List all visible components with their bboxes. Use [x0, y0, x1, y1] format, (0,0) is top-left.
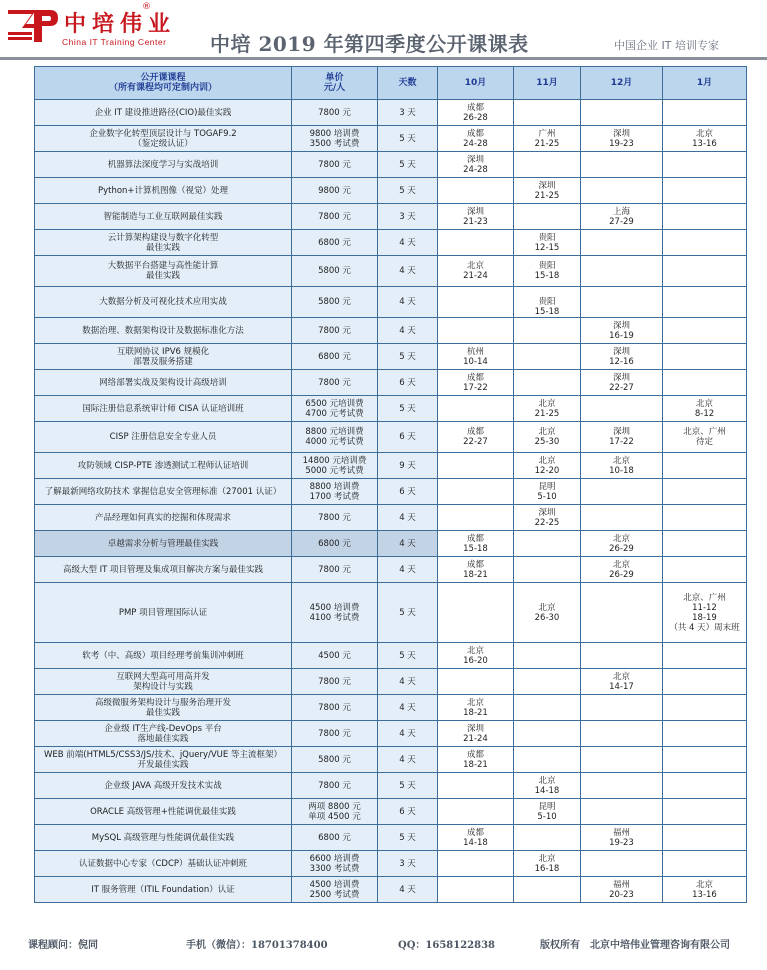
table-row: [35, 370, 747, 396]
session-dec: [581, 152, 663, 178]
footer-consultant: 课程顾问：倪同: [28, 940, 98, 951]
session-jan: [663, 531, 747, 557]
footer-phone: 手机（微信）：18701378400: [186, 940, 328, 951]
course-name: MySQL 高级管理与性能调优最佳实践: [35, 825, 292, 851]
course-price: 两项 8800 元 单项 4500 元: [292, 799, 378, 825]
course-days: 5 天: [378, 126, 438, 152]
session-jan: [663, 287, 747, 318]
course-price: 14800 元培训费 5000 元考试费: [292, 453, 378, 479]
course-name: 网络部署实战及架构设计高级培训: [35, 370, 292, 396]
session-oct: [438, 505, 514, 531]
session-jan: [663, 721, 747, 747]
table-row: [35, 204, 747, 230]
session-dec: [581, 178, 663, 204]
course-price: 7800 元: [292, 370, 378, 396]
course-name: ORACLE 高级管理+性能调优最佳实践: [35, 799, 292, 825]
session-jan: [663, 453, 747, 479]
session-nov: 贵阳 15-18: [514, 287, 581, 318]
course-name: Python+计算机图像（视觉）处理: [35, 178, 292, 204]
course-name: 大数据分析及可视化技术应用实战: [35, 287, 292, 318]
header-course: 公开课课程 （所有课程均可定制内训）: [35, 67, 292, 100]
course-days: 5 天: [378, 643, 438, 669]
course-name: 卓越需求分析与管理最佳实践: [35, 531, 292, 557]
course-days: 5 天: [378, 178, 438, 204]
course-days: 9 天: [378, 453, 438, 479]
table-row: [35, 643, 747, 669]
session-dec: [581, 505, 663, 531]
course-days: 4 天: [378, 505, 438, 531]
session-oct: [438, 583, 514, 643]
table-row: [35, 100, 747, 126]
course-price: 6800 元: [292, 531, 378, 557]
session-nov: 贵阳 15-18: [514, 256, 581, 287]
course-days: 4 天: [378, 230, 438, 256]
table-row: [35, 531, 747, 557]
session-jan: [663, 669, 747, 695]
course-name: PMP 项目管理国际认证: [35, 583, 292, 643]
session-jan: [663, 100, 747, 126]
table-row: [35, 152, 747, 178]
session-jan: [663, 851, 747, 877]
session-jan: 北京 8-12: [663, 396, 747, 422]
session-nov: [514, 152, 581, 178]
session-dec: 北京 10-18: [581, 453, 663, 479]
course-name: 攻防领域 CISP-PTE 渗透测试工程师认证培训: [35, 453, 292, 479]
table-row: [35, 773, 747, 799]
course-price: 6600 培训费 3300 考试费: [292, 851, 378, 877]
session-oct: 成都 24-28: [438, 126, 514, 152]
session-nov: 北京 12-20: [514, 453, 581, 479]
session-nov: [514, 344, 581, 370]
session-dec: 福州 19-23: [581, 825, 663, 851]
header-days: 天数: [378, 67, 438, 100]
session-dec: [581, 396, 663, 422]
header-oct: 10月: [438, 67, 514, 100]
session-oct: 成都 17-22: [438, 370, 514, 396]
course-price: 7800 元: [292, 505, 378, 531]
page-header: [0, 0, 767, 58]
table-row: [35, 344, 747, 370]
logo-english-name: China IT Training Center: [62, 37, 167, 47]
session-nov: [514, 825, 581, 851]
header-dec: 12月: [581, 67, 663, 100]
session-jan: [663, 230, 747, 256]
session-oct: 成都 14-18: [438, 825, 514, 851]
session-dec: [581, 851, 663, 877]
session-nov: 北京 14-18: [514, 773, 581, 799]
course-name: 互联网大型高可用高并发 架构设计与实践: [35, 669, 292, 695]
session-jan: [663, 799, 747, 825]
session-dec: 北京 26-29: [581, 557, 663, 583]
course-days: 5 天: [378, 583, 438, 643]
table-row: [35, 453, 747, 479]
course-days: 3 天: [378, 851, 438, 877]
table-row: [35, 669, 747, 695]
course-price: 5800 元: [292, 287, 378, 318]
session-oct: [438, 287, 514, 318]
footer-copyright: 版权所有 北京中培伟业管理咨询有限公司: [540, 940, 730, 951]
course-price: 7800 元: [292, 557, 378, 583]
page-footer: [0, 936, 767, 950]
session-oct: [438, 479, 514, 505]
course-name: 企业数字化转型顶层设计与 TOGAF9.2 （鉴定级认证）: [35, 126, 292, 152]
course-days: 6 天: [378, 370, 438, 396]
course-schedule-table: [34, 66, 747, 903]
session-nov: 北京 21-25: [514, 396, 581, 422]
session-dec: [581, 100, 663, 126]
table-row: [35, 178, 747, 204]
table-row: [35, 695, 747, 721]
session-dec: 福州 20-23: [581, 877, 663, 903]
course-days: 5 天: [378, 773, 438, 799]
session-dec: [581, 287, 663, 318]
session-dec: [581, 721, 663, 747]
session-oct: 成都 26-28: [438, 100, 514, 126]
session-nov: 广州 21-25: [514, 126, 581, 152]
session-nov: [514, 669, 581, 695]
session-oct: 深圳 21-24: [438, 721, 514, 747]
table-row: [35, 479, 747, 505]
course-price: 4500 培训费 4100 考试费: [292, 583, 378, 643]
session-dec: [581, 583, 663, 643]
course-name: 软考（中、高级）项目经理考前集训冲刺班: [35, 643, 292, 669]
session-nov: [514, 643, 581, 669]
table-header-row: [35, 67, 747, 100]
course-name: 产品经理如何真实的挖掘和体现需求: [35, 505, 292, 531]
session-nov: [514, 318, 581, 344]
session-oct: 成都 22-27: [438, 422, 514, 453]
session-dec: [581, 230, 663, 256]
course-name: CISP 注册信息安全专业人员: [35, 422, 292, 453]
course-name: IT 服务管理（ITIL Foundation）认证: [35, 877, 292, 903]
session-jan: [663, 152, 747, 178]
course-price: 9800 培训费 3500 考试费: [292, 126, 378, 152]
session-dec: [581, 643, 663, 669]
session-jan: [663, 643, 747, 669]
session-dec: 深圳 22-27: [581, 370, 663, 396]
session-jan: [663, 318, 747, 344]
course-price: 5800 元: [292, 747, 378, 773]
course-days: 4 天: [378, 287, 438, 318]
session-oct: [438, 230, 514, 256]
session-oct: [438, 318, 514, 344]
course-price: 7800 元: [292, 773, 378, 799]
table-row: [35, 256, 747, 287]
course-price: 7800 元: [292, 669, 378, 695]
course-name: 智能制造与工业互联网最佳实践: [35, 204, 292, 230]
course-name: 企业级 JAVA 高级开发技术实战: [35, 773, 292, 799]
course-days: 4 天: [378, 721, 438, 747]
table-row: [35, 747, 747, 773]
table-row: [35, 721, 747, 747]
table-row: [35, 422, 747, 453]
session-dec: [581, 256, 663, 287]
course-price: 7800 元: [292, 695, 378, 721]
header-nov: 11月: [514, 67, 581, 100]
session-jan: [663, 370, 747, 396]
session-nov: 深圳 22-25: [514, 505, 581, 531]
session-oct: 深圳 24-28: [438, 152, 514, 178]
table-row: [35, 396, 747, 422]
course-days: 4 天: [378, 669, 438, 695]
company-logo-icon: [6, 6, 58, 46]
session-oct: [438, 773, 514, 799]
course-price: 6800 元: [292, 825, 378, 851]
session-oct: 深圳 21-23: [438, 204, 514, 230]
session-jan: [663, 695, 747, 721]
session-dec: 深圳 16-19: [581, 318, 663, 344]
session-nov: 昆明 5-10: [514, 799, 581, 825]
session-nov: [514, 370, 581, 396]
session-jan: 北京、广州 11-12 18-19 （共 4 天）周末班: [663, 583, 747, 643]
course-price: 8800 培训费 1700 考试费: [292, 479, 378, 505]
session-jan: 北京 13-16: [663, 877, 747, 903]
table-row: [35, 799, 747, 825]
course-price: 8800 元培训费 4000 元考试费: [292, 422, 378, 453]
session-jan: [663, 256, 747, 287]
course-name: 大数据平台搭建与高性能计算 最佳实践: [35, 256, 292, 287]
table-row: [35, 505, 747, 531]
page-title: 中培 2019 年第四季度公开课课表: [210, 32, 529, 56]
course-price: 4500 培训费 2500 考试费: [292, 877, 378, 903]
session-nov: 深圳 21-25: [514, 178, 581, 204]
course-name: 高级微服务架构设计与服务治理开发 最佳实践: [35, 695, 292, 721]
session-oct: 成都 18-21: [438, 747, 514, 773]
session-nov: [514, 721, 581, 747]
session-oct: [438, 453, 514, 479]
session-nov: [514, 557, 581, 583]
course-price: 7800 元: [292, 152, 378, 178]
session-jan: [663, 747, 747, 773]
session-dec: 深圳 19-23: [581, 126, 663, 152]
course-name: 机器算法深度学习与实战培训: [35, 152, 292, 178]
course-days: 4 天: [378, 256, 438, 287]
course-price: 7800 元: [292, 721, 378, 747]
course-days: 4 天: [378, 695, 438, 721]
session-dec: [581, 773, 663, 799]
table-row: [35, 557, 747, 583]
course-name: 高级大型 IT 项目管理及集成项目解决方案与最佳实践: [35, 557, 292, 583]
session-nov: [514, 877, 581, 903]
table-row: [35, 583, 747, 643]
session-nov: 贵阳 12-15: [514, 230, 581, 256]
session-jan: 北京、广州 待定: [663, 422, 747, 453]
session-nov: 北京 25-30: [514, 422, 581, 453]
session-oct: [438, 396, 514, 422]
course-name: 互联网协议 IPV6 规模化 部署及服务搭建: [35, 344, 292, 370]
session-dec: 深圳 17-22: [581, 422, 663, 453]
course-name: WEB 前端(HTML5/CSS3/JS/技术、jQuery/VUE 等主流框架） 开发最佳实践: [35, 747, 292, 773]
course-days: 4 天: [378, 877, 438, 903]
table-row: [35, 851, 747, 877]
session-oct: 北京 21-24: [438, 256, 514, 287]
course-name: 了解最新网络攻防技术 掌握信息安全管理标准（27001 认证）: [35, 479, 292, 505]
session-oct: [438, 669, 514, 695]
course-days: 5 天: [378, 825, 438, 851]
session-nov: [514, 531, 581, 557]
course-name: 企业 IT 建设推进路径(CIO)最佳实践: [35, 100, 292, 126]
course-days: 4 天: [378, 531, 438, 557]
course-price: 6500 元培训费 4700 元考试费: [292, 396, 378, 422]
session-oct: 杭州 10-14: [438, 344, 514, 370]
footer-qq: QQ：1658122838: [398, 940, 496, 951]
session-oct: [438, 178, 514, 204]
course-price: 5800 元: [292, 256, 378, 287]
session-nov: [514, 695, 581, 721]
course-days: 6 天: [378, 479, 438, 505]
tagline: 中国企业 IT 培训专家: [614, 39, 719, 52]
session-jan: [663, 204, 747, 230]
session-dec: 北京 14-17: [581, 669, 663, 695]
session-jan: [663, 773, 747, 799]
table-row: [35, 230, 747, 256]
course-price: 6800 元: [292, 230, 378, 256]
session-jan: [663, 505, 747, 531]
session-oct: 北京 18-21: [438, 695, 514, 721]
course-days: 4 天: [378, 557, 438, 583]
session-dec: 深圳 12-16: [581, 344, 663, 370]
course-days: 5 天: [378, 396, 438, 422]
table-row: [35, 825, 747, 851]
session-dec: 上海 27-29: [581, 204, 663, 230]
session-jan: [663, 557, 747, 583]
session-oct: [438, 799, 514, 825]
session-dec: 北京 26-29: [581, 531, 663, 557]
table-row: [35, 287, 747, 318]
session-jan: 北京 13-16: [663, 126, 747, 152]
session-jan: [663, 479, 747, 505]
session-oct: [438, 851, 514, 877]
course-name: 国际注册信息系统审计师 CISA 认证培训班: [35, 396, 292, 422]
course-days: 6 天: [378, 422, 438, 453]
registered-mark: ®: [142, 2, 151, 12]
session-oct: 北京 16-20: [438, 643, 514, 669]
course-days: 5 天: [378, 344, 438, 370]
course-days: 3 天: [378, 204, 438, 230]
session-dec: [581, 479, 663, 505]
session-dec: [581, 747, 663, 773]
session-nov: [514, 747, 581, 773]
session-nov: 北京 26-30: [514, 583, 581, 643]
session-dec: [581, 799, 663, 825]
session-jan: [663, 178, 747, 204]
session-nov: [514, 204, 581, 230]
course-price: 9800 元: [292, 178, 378, 204]
table-row: [35, 877, 747, 903]
course-price: 6800 元: [292, 344, 378, 370]
course-price: 4500 元: [292, 643, 378, 669]
header-price: 单价 元/人: [292, 67, 378, 100]
session-dec: [581, 695, 663, 721]
session-oct: [438, 877, 514, 903]
session-oct: 成都 18-21: [438, 557, 514, 583]
course-name: 认证数据中心专家（CDCP）基础认证冲刺班: [35, 851, 292, 877]
course-days: 3 天: [378, 100, 438, 126]
course-price: 7800 元: [292, 204, 378, 230]
course-name: 数据治理、数据架构设计及数据标准化方法: [35, 318, 292, 344]
session-oct: 成都 15-18: [438, 531, 514, 557]
course-days: 5 天: [378, 152, 438, 178]
header-divider: [0, 57, 767, 60]
course-name: 企业级 IT生产线-DevOps 平台 落地最佳实践: [35, 721, 292, 747]
logo-chinese-name: 中培伟业: [64, 11, 177, 37]
course-price: 7800 元: [292, 100, 378, 126]
course-name: 云计算架构建设与数字化转型 最佳实践: [35, 230, 292, 256]
session-jan: [663, 344, 747, 370]
session-jan: [663, 825, 747, 851]
course-price: 7800 元: [292, 318, 378, 344]
course-days: 4 天: [378, 747, 438, 773]
header-jan: 1月: [663, 67, 747, 100]
table-row: [35, 318, 747, 344]
session-nov: 北京 16-18: [514, 851, 581, 877]
course-days: 6 天: [378, 799, 438, 825]
session-nov: 昆明 5-10: [514, 479, 581, 505]
session-nov: [514, 100, 581, 126]
table-row: [35, 126, 747, 152]
course-days: 4 天: [378, 318, 438, 344]
